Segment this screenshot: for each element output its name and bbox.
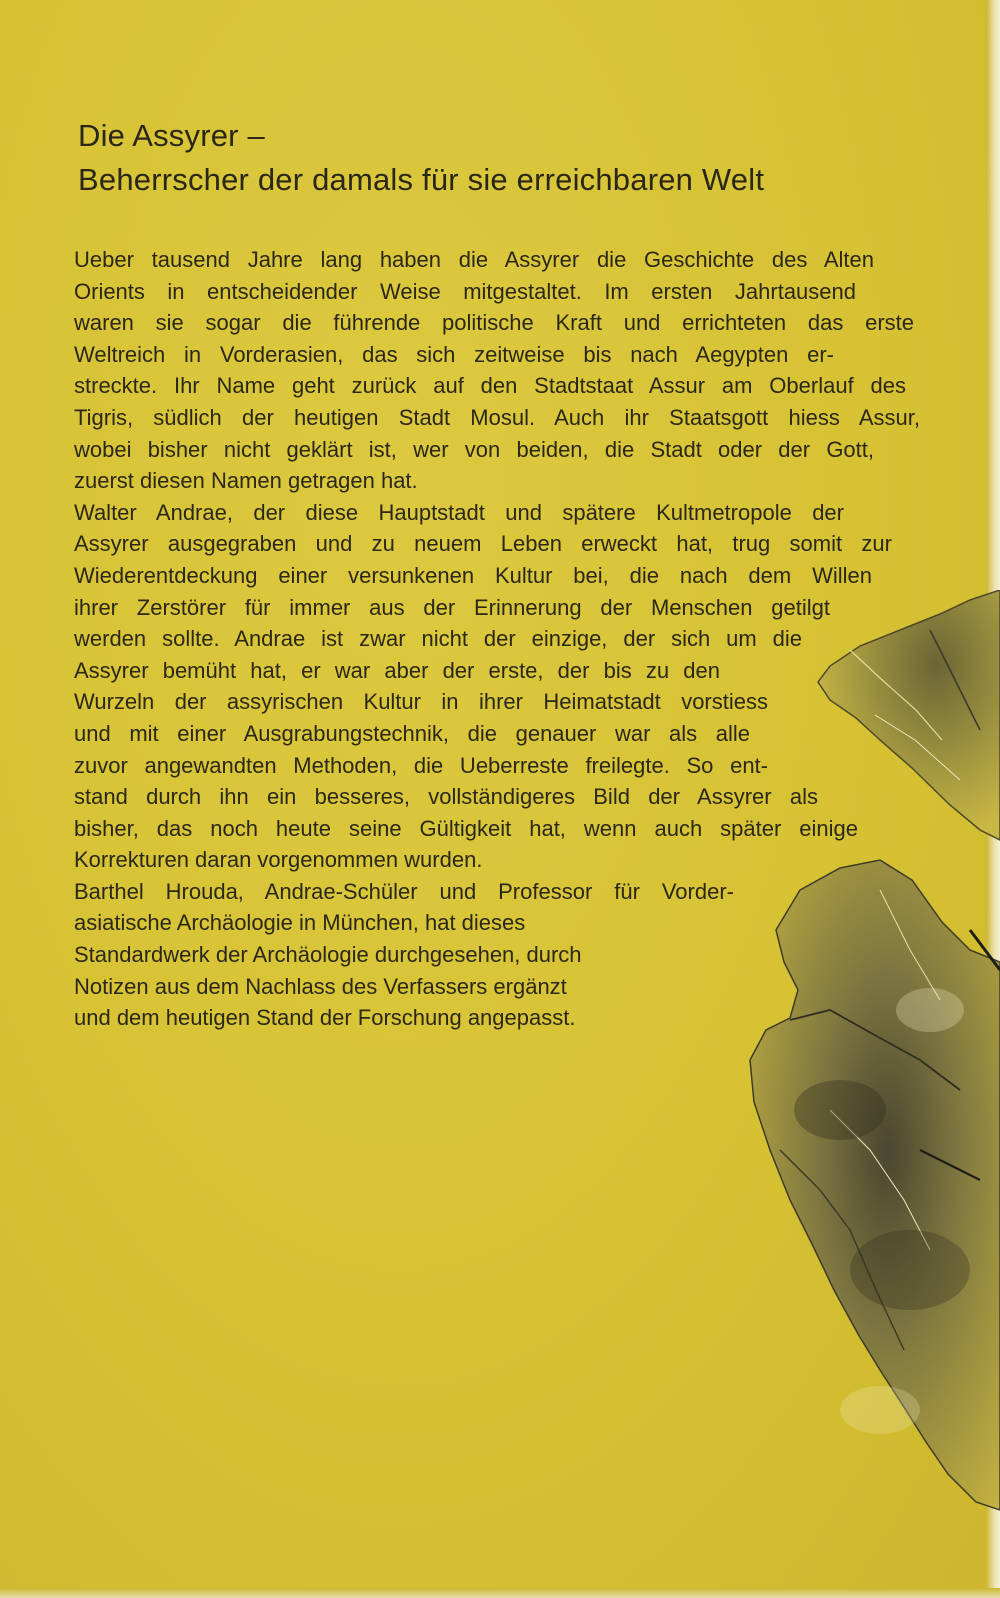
blurb-line: Ueber tausend Jahre lang haben die Assyrer die Geschichte des Alten [74,247,874,272]
blurb-line: stand durch ihn ein besseres, vollständigeres Bild der Assyrer als [74,784,818,810]
headline-line-2: Beherrscher der damals für sie erreichbaren Welt [78,162,765,197]
blurb-line: waren sie sogar die führende politische Kraft und errichteten das erste [74,310,914,336]
blurb-line: werden sollte. Andrae ist zwar nicht der einzige, der sich um die [74,626,802,652]
headline-line-1: Die Assyrer – [78,118,265,153]
blurb-line: und mit einer Ausgrabungstechnik, die genauer war als alle [74,720,750,746]
blurb-line: wobei bisher nicht geklärt ist, wer von beiden, die Stadt oder der Gott, [74,436,874,462]
blurb-line: Orients in entscheidender Weise mitgestaltet. Im ersten Jahrtausend [74,278,856,304]
cover-headline [78,114,958,202]
blurb-line: asiatische Archäologie in München, hat dieses [74,910,526,936]
blurb-line: Wurzeln der assyrischen Kultur in ihrer Heimatstadt vorstiess [74,689,768,715]
blurb-line: Walter Andrae, der diese Hauptstadt und spätere Kultmetropole der [74,499,844,525]
blurb-line: Standardwerk der Archäologie durchgesehen, durch [74,942,582,968]
blurb-line: streckte. Ihr Name geht zurück auf den Stadtstaat Assur am Oberlauf des [74,373,906,399]
blurb-line: zuvor angewandten Methoden, die Ueberreste freilegte. So ent- [74,752,768,778]
blurb-line: Notizen aus dem Nachlass des Verfassers ergänzt [74,973,567,999]
blurb-line: zuerst diesen Namen getragen hat. [74,468,418,494]
blurb-line: Assyrer bemüht hat, er war aber der erste, der bis zu den [74,657,720,683]
blurb-line: bisher, das noch heute seine Gültigkeit hat, wenn auch später einige [74,815,858,841]
blurb-line: Assyrer ausgegraben und zu neuem Leben erweckt hat, trug somit zur [74,531,892,557]
blurb-line: und dem heutigen Stand der Forschung angepasst. [74,1005,576,1031]
clay-tablet-fragment-image [680,590,1000,1590]
blurb-line: Wiederentdeckung einer versunkenen Kultur bei, die nach dem Willen [74,562,872,588]
blurb-line: Barthel Hrouda, Andrae-Schüler und Professor für Vorder- [74,878,734,904]
blurb-line: Korrekturen daran vorgenommen wurden. [74,847,483,873]
blurb-line: ihrer Zerstörer für immer aus der Erinnerung der Menschen getilgt [74,594,830,620]
blurb-line: Weltreich in Vorderasien, das sich zeitweise bis nach Aegypten er- [74,341,834,367]
blurb-line: Tigris, südlich der heutigen Stadt Mosul. Auch ihr Staatsgott hiess Assur, [74,404,920,430]
